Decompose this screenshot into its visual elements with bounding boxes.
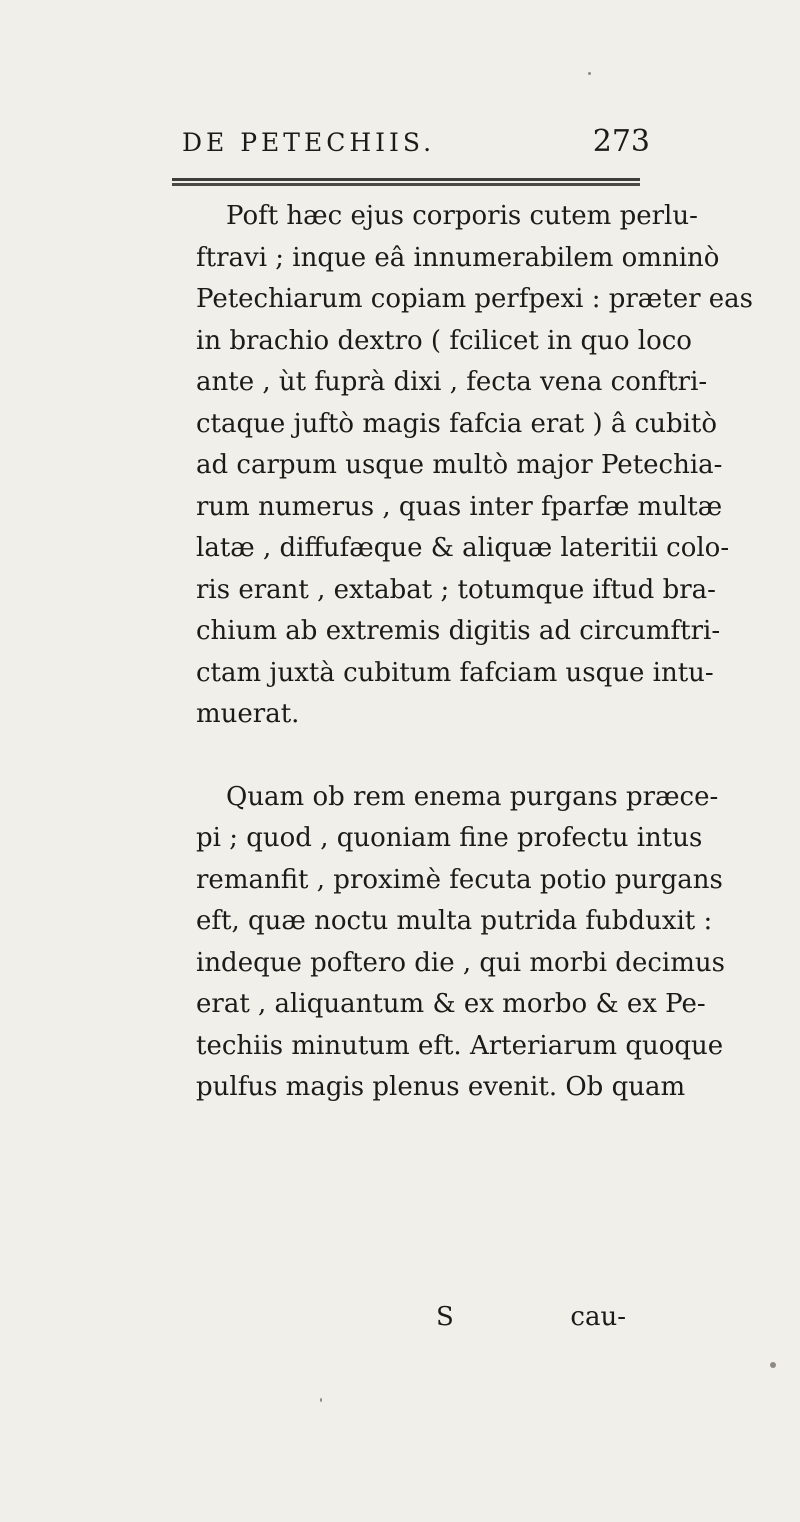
body-text bbox=[196, 196, 754, 1109]
paragraph-2 bbox=[196, 777, 725, 1109]
paper-speck bbox=[588, 72, 591, 75]
text-line: rum numerus , quas inter fparfæ multæ bbox=[196, 491, 723, 522]
text-line: Quam ob rem enema purgans præce- bbox=[226, 781, 719, 812]
text-line: erat , aliquantum & ex morbo & ex Pe- bbox=[196, 989, 706, 1019]
paper-speck bbox=[320, 1398, 322, 1402]
text-line: ctaque juftò magis fafcia erat ) â cubitò bbox=[196, 408, 718, 439]
text-line: ftravi ; inque eâ innumerabilem omninò bbox=[196, 242, 720, 273]
page-number: 273 bbox=[592, 124, 650, 159]
header-rule bbox=[172, 178, 640, 187]
text-line: ctam juxtà cubitum fafciam usque intu- bbox=[196, 657, 714, 688]
catchword: cau- bbox=[570, 1302, 626, 1332]
text-line: muerat. bbox=[196, 699, 300, 729]
text-line: pulfus magis plenus evenit. Ob quam bbox=[196, 1072, 686, 1102]
text-line: pi ; quod , quoniam fine profectu intus bbox=[196, 823, 703, 853]
text-line: remanfit , proximè fecuta potio purgans bbox=[196, 864, 723, 895]
text-line: techiis minutum eft. Arteriarum quoque bbox=[196, 1030, 724, 1061]
text-line: indeque poftero die , qui morbi decimus bbox=[196, 947, 725, 978]
running-head bbox=[170, 124, 650, 168]
text-line: eft, quæ noctu multa putrida fubduxit : bbox=[196, 906, 713, 936]
signature-mark: S bbox=[436, 1302, 454, 1332]
text-line: Poft hæc ejus corporis cutem perlu- bbox=[226, 201, 698, 231]
text-line: Petechiarum copiam perfpexi : præter eas bbox=[196, 284, 754, 314]
text-line: ris erant , extabat ; totumque iftud bra- bbox=[196, 574, 716, 605]
paragraph-gap bbox=[196, 736, 626, 777]
text-line: ante , ùt fuprà dixi , fecta vena conftri- bbox=[196, 367, 708, 397]
paragraph-1 bbox=[196, 196, 754, 736]
paper-speck bbox=[770, 1362, 776, 1368]
text-line: in brachio dextro ( fcilicet in quo loco bbox=[196, 325, 692, 356]
text-line: chium ab extremis digitis ad circumftri- bbox=[196, 616, 721, 646]
text-line: ad carpum usque multò major Petechia- bbox=[196, 450, 723, 480]
text-line: latæ , diffufæque & aliquæ lateritii colo- bbox=[196, 533, 730, 563]
running-head-title: DE PETECHIIS. bbox=[182, 128, 436, 157]
page-footer bbox=[226, 1302, 626, 1342]
